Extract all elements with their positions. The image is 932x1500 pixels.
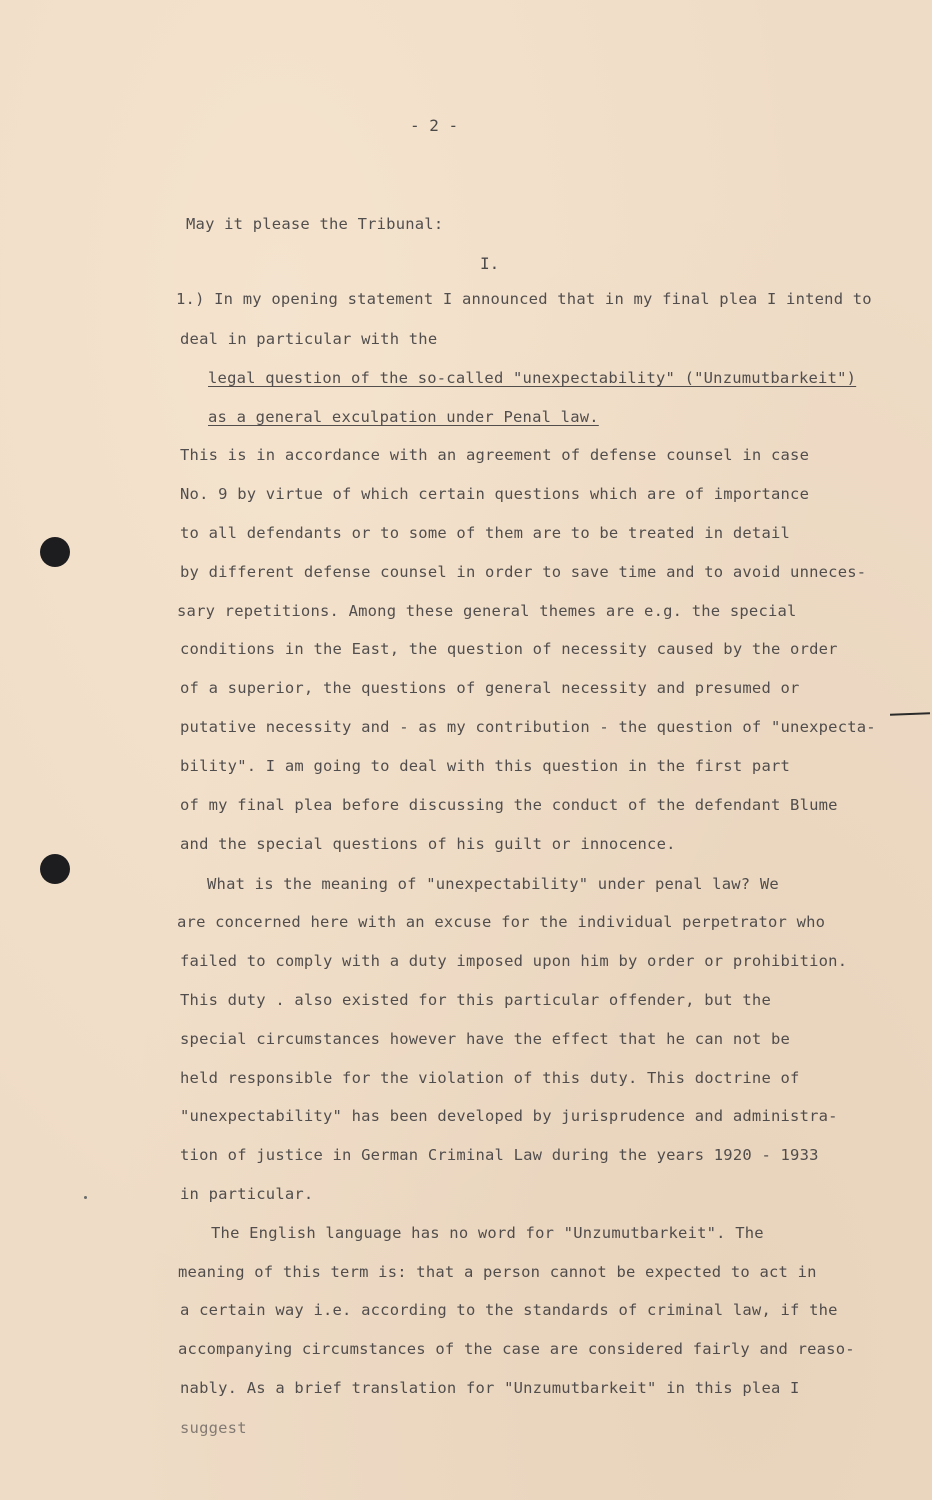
salutation: May it please the Tribunal: <box>186 215 444 233</box>
text-line: to all defendants or to some of them are to be treated in detail <box>180 524 791 542</box>
punch-hole-bottom <box>40 854 70 884</box>
text-line: bility". I am going to deal with this question in the first part <box>180 757 791 775</box>
text-line: conditions in the East, the question of necessity caused by the order <box>180 640 838 658</box>
text-line: special circumstances however have the effect that he can not be <box>180 1030 791 1048</box>
text-line: "unexpectability" has been developed by jurisprudence and administra- <box>180 1107 838 1125</box>
page-number: - 2 - <box>410 116 459 135</box>
text-line: What is the meaning of "unexpectability" under penal law? We <box>207 875 779 893</box>
text-line: failed to comply with a duty imposed upon him by order or prohibition. <box>180 952 848 970</box>
text-line: This is in accordance with an agreement of defense counsel in case <box>180 446 810 464</box>
text-line: No. 9 by virtue of which certain questions which are of importance <box>180 485 810 503</box>
text-line: deal in particular with the <box>180 330 438 348</box>
stray-dot <box>84 1196 87 1199</box>
text-line: in particular. <box>180 1185 314 1203</box>
punch-hole-top <box>40 537 70 567</box>
text-line: This duty . also existed for this particular offender, but the <box>180 991 771 1009</box>
text-line: accompanying circumstances of the case are considered fairly and reaso- <box>178 1340 855 1358</box>
text-line: by different defense counsel in order to save time and to avoid unneces- <box>180 563 867 581</box>
text-line: suggest <box>180 1419 247 1437</box>
text-line: tion of justice in German Criminal Law during the years 1920 - 1933 <box>180 1146 819 1164</box>
text-line: a certain way i.e. according to the standards of criminal law, if the <box>180 1301 838 1319</box>
text-line: are concerned here with an excuse for the individual perpetrator who <box>177 913 826 931</box>
underlined-line: as a general exculpation under Penal law. <box>208 408 599 426</box>
text-line: of my final plea before discussing the conduct of the defendant Blume <box>180 796 838 814</box>
text-line: meaning of this term is: that a person cannot be expected to act in <box>178 1263 817 1281</box>
text-line: 1.) In my opening statement I announced that in my final plea I intend to <box>176 290 872 308</box>
section-heading: I. <box>480 254 500 273</box>
text-line: and the special questions of his guilt or innocence. <box>180 835 676 853</box>
text-line: nably. As a brief translation for "Unzumutbarkeit" in this plea I <box>180 1379 800 1397</box>
text-line: held responsible for the violation of this duty. This doctrine of <box>180 1069 800 1087</box>
text-line: putative necessity and - as my contribution - the question of "unexpecta- <box>180 718 876 736</box>
text-line: of a superior, the questions of general necessity and presumed or <box>180 679 800 697</box>
underlined-line: legal question of the so-called "unexpectability" ("Unzumutbarkeit") <box>208 369 857 387</box>
margin-mark <box>890 712 930 715</box>
text-line: The English language has no word for "Unzumutbarkeit". The <box>211 1224 764 1242</box>
text-line: sary repetitions. Among these general themes are e.g. the special <box>177 602 797 620</box>
